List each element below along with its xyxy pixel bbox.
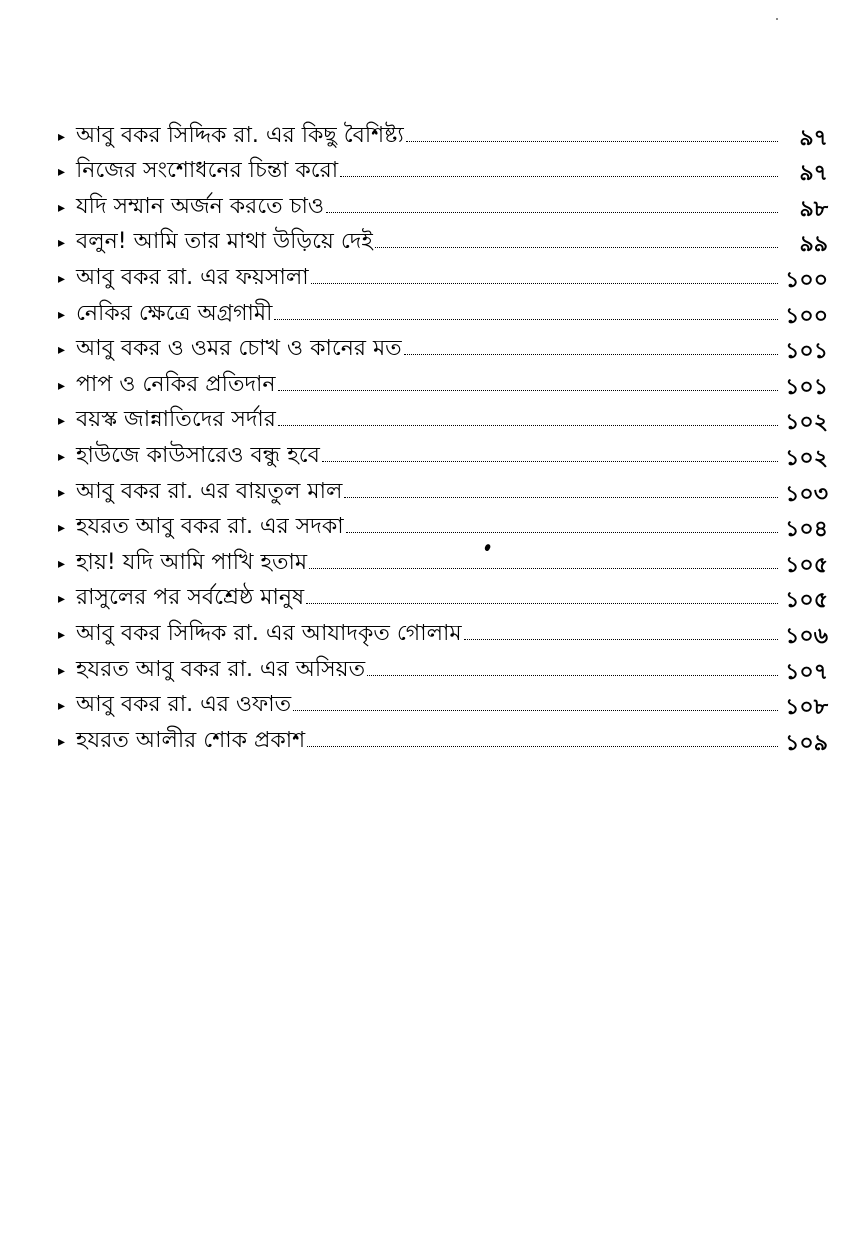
toc-entry-page-number: ১০৯ — [785, 730, 828, 756]
toc-entry-title: বয়স্ক জান্নাতিদের সর্দার — [76, 407, 276, 433]
toc-entry-page-number: ১০৭ — [785, 659, 828, 685]
toc-entry-page-number: ১০০ — [785, 303, 828, 329]
toc-entry-title: নেকির ক্ষেত্রে অগ্রগামী — [76, 300, 273, 326]
toc-entry-page-number: ১০৩ — [785, 481, 828, 507]
toc-entry-page-number: ৯৭ — [799, 161, 828, 187]
bullet-triangle-icon: ▸ — [58, 128, 66, 145]
toc-entry-page-number: ১০৫ — [785, 588, 828, 614]
toc-entry-title: হাউজে কাউসারেও বন্ধু হবে — [76, 442, 320, 468]
toc-entry — [58, 187, 828, 223]
scan-mark — [776, 18, 778, 20]
toc-entry-page-number: ১০২ — [785, 410, 828, 436]
toc-entry-page-number: ১০৮ — [785, 695, 828, 721]
dot-leader — [340, 176, 778, 177]
toc-entry-page-number: ১০৬ — [785, 623, 828, 649]
dot-leader — [406, 141, 778, 142]
dot-leader — [309, 568, 778, 569]
toc-entry — [58, 650, 828, 686]
bullet-triangle-icon: ▸ — [58, 448, 66, 465]
bullet-triangle-icon: ▸ — [58, 520, 66, 537]
bullet-triangle-icon: ▸ — [58, 591, 66, 608]
toc-entry — [58, 365, 828, 401]
dot-leader — [404, 354, 778, 355]
toc-entry-page-number: ৯৮ — [799, 196, 828, 222]
bullet-triangle-icon: ▸ — [58, 484, 66, 501]
dot-leader — [306, 603, 778, 604]
dot-leader — [346, 532, 778, 533]
toc-entry — [58, 116, 828, 152]
toc-entry — [58, 152, 828, 188]
dot-leader — [344, 497, 778, 498]
toc-entry — [58, 401, 828, 437]
toc-entry-title: আবু বকর রা. এর ফয়সালা — [76, 264, 309, 290]
dot-leader — [322, 461, 778, 462]
toc-entry-title: আবু বকর রা. এর বায়তুল মাল — [76, 478, 343, 504]
toc-entry-title: আবু বকর ও ওমর চোখ ও কানের মত — [76, 336, 402, 362]
dot-leader — [367, 675, 778, 676]
toc-entry-title: নিজের সংশোধনের চিন্তা করো — [76, 158, 339, 184]
bullet-triangle-icon: ▸ — [58, 733, 66, 750]
toc-entry — [58, 258, 828, 294]
toc-entry-page-number: ১০১ — [785, 339, 828, 365]
dot-leader — [311, 283, 778, 284]
bullet-triangle-icon: ▸ — [58, 626, 66, 643]
toc-entry-page-number: ৯৭ — [799, 125, 828, 151]
bullet-triangle-icon: ▸ — [58, 377, 66, 394]
toc-entry-title: হযরত আলীর শোক প্রকাশ — [76, 727, 306, 753]
toc-entry — [58, 436, 828, 472]
toc-entry — [58, 330, 828, 366]
toc-entry — [58, 508, 828, 544]
toc-entry-page-number: ১০০ — [785, 267, 828, 293]
toc-entry — [58, 686, 828, 722]
bullet-triangle-icon: ▸ — [58, 164, 66, 181]
toc-entry-title: যদি সম্মান অর্জন করতে চাও — [76, 193, 325, 219]
toc-entry-title: আবু বকর সিদ্দিক রা. এর আযাদকৃত গোলাম — [76, 620, 462, 646]
bullet-triangle-icon: ▸ — [58, 270, 66, 287]
bullet-triangle-icon: ▸ — [58, 306, 66, 323]
toc-entry-title: পাপ ও নেকির প্রতিদান — [76, 371, 276, 397]
toc-entry-title: আবু বকর সিদ্দিক রা. এর কিছু বৈশিষ্ট্য — [76, 122, 404, 148]
toc-entry — [58, 472, 828, 508]
toc-entry-title: বলুন! আমি তার মাথা উড়িয়ে দেই — [76, 229, 373, 255]
bullet-triangle-icon: ▸ — [58, 413, 66, 430]
dot-leader — [326, 212, 778, 213]
dot-leader — [464, 639, 778, 640]
toc-entry — [58, 294, 828, 330]
bullet-triangle-icon: ▸ — [58, 342, 66, 359]
dot-leader — [278, 390, 778, 391]
bullet-triangle-icon: ▸ — [58, 555, 66, 572]
bullet-triangle-icon: ▸ — [58, 199, 66, 216]
toc-entry-title: আবু বকর রা. এর ওফাত — [76, 692, 292, 718]
toc-entry — [58, 579, 828, 615]
toc-entry — [58, 223, 828, 259]
toc-entry-page-number: ১০৪ — [785, 517, 828, 543]
dot-leader — [274, 319, 778, 320]
toc-entry — [58, 721, 828, 757]
dot-leader — [307, 746, 778, 747]
dot-leader — [278, 425, 778, 426]
dot-leader — [375, 247, 778, 248]
toc-entry-page-number: ১০২ — [785, 445, 828, 471]
toc-entry — [58, 543, 828, 579]
toc-entry-page-number: ১০৫ — [785, 552, 828, 578]
toc-entry-page-number: ১০১ — [785, 374, 828, 400]
toc-entry-page-number: ৯৯ — [799, 232, 828, 258]
bullet-triangle-icon: ▸ — [58, 235, 66, 252]
bullet-triangle-icon: ▸ — [58, 698, 66, 715]
toc-entry-title: রাসুলের পর সর্বশ্রেষ্ঠ মানুষ — [76, 585, 305, 611]
toc-entry-title: হযরত আবু বকর রা. এর সদকা — [76, 514, 344, 540]
toc-entry-title: হযরত আবু বকর রা. এর অসিয়ত — [76, 656, 366, 682]
toc-entry-title: হায়! যদি আমি পাখি হতাম — [76, 549, 308, 575]
toc-entry — [58, 614, 828, 650]
dot-leader — [293, 710, 778, 711]
bullet-triangle-icon: ▸ — [58, 662, 66, 679]
table-of-contents — [58, 116, 828, 757]
